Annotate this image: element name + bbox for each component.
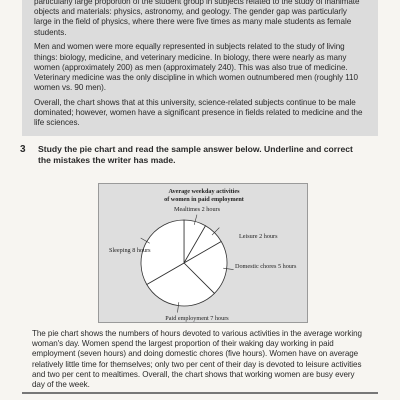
sample-answer: The pie chart shows the numbers of hours devoted to various activities in the average working woman's day. Women spend the largest proportion of their waking day working in paid employment (seven hours) and doing domestic chores (five hours). Women have on average relatively little time for themselves; only two per cent of their day is devoted to leisure activities and two per cent to mealtimes. Overall, the chart shows that working women are busy every day of the week. — [32, 329, 362, 390]
previous-answer-paragraph-1: particularly large proportion of the student group in subjects related to the study of inanimate objects and materials: physics, astronomy, and geology. The gender gap was particularly large in the field of physics, where there were five times as many male students as female students. — [34, 0, 360, 37]
pie-chart-figure — [98, 183, 308, 323]
pie-label-sleeping: Sleeping 8 hours — [109, 247, 151, 254]
chart-title-line-1: Average weekday activities — [168, 188, 240, 195]
exercise-number: 3 — [20, 144, 26, 155]
chart-title-line-2: of women in paid employment — [164, 196, 244, 203]
pie-label-domestic-chores: Domestic chores 5 hours — [235, 263, 297, 270]
pie-label-paid-employment: Paid employment 7 hours — [165, 315, 229, 322]
pie-label-mealtimes: Mealtimes 2 hours — [173, 206, 221, 213]
previous-answer-paragraph-2: Men and women were more equally represented in subjects related to the study of living things: biology, medicine, and veterinary medicine. In biology, there were nearly as many women (approximately 200) as men (approximately 240). This was also true of medicine. Veterinary medicine was the only discipline in which women outnumbered men (roughly 110 women vs. 90 men). — [34, 42, 358, 93]
pie-label-leisure: Leisure 2 hours — [239, 233, 278, 240]
previous-answer-box — [22, 0, 378, 136]
bottom-rule — [22, 392, 378, 394]
exercise-instruction: Study the pie chart and read the sample answer below. Underline and correct the mistakes the writer has made. — [38, 144, 353, 165]
previous-answer-paragraph-3: Overall, the chart shows that at this university, science-related subjects continue to be male dominated; however, women have a significant presence in fields related to medicine and the life sciences. — [34, 97, 363, 128]
pie-chart — [99, 184, 309, 324]
